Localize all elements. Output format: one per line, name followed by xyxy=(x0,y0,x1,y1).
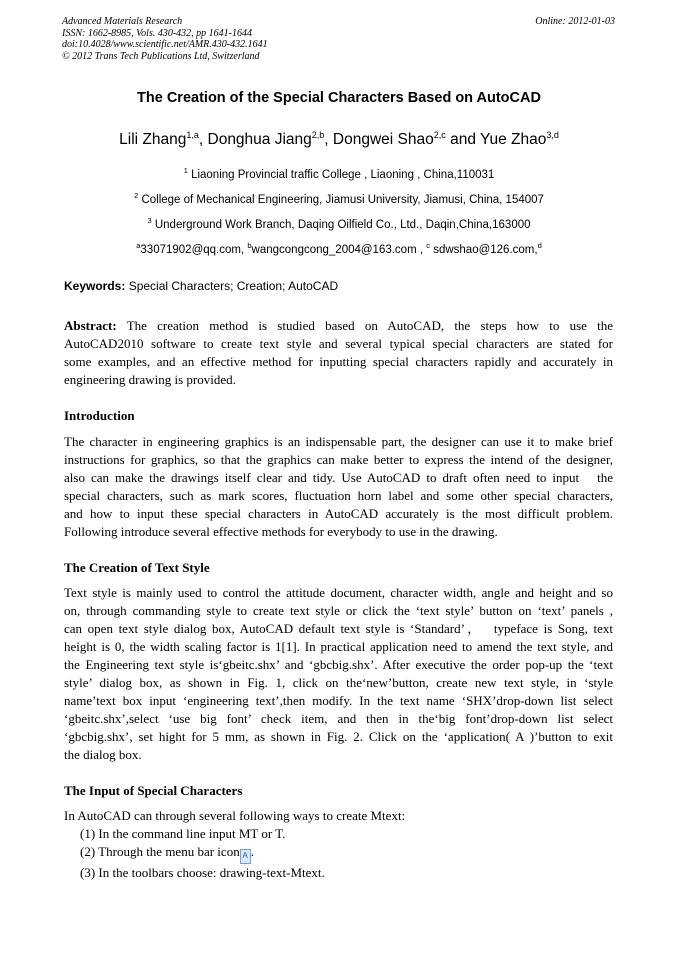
author-sup: 2,c xyxy=(433,130,446,140)
list-item xyxy=(80,843,600,864)
body-line: name’text box input ‘engineering text’,then modify. In the text name ‘SHX’drop-down list select xyxy=(64,693,613,708)
affiliation-text: College of Mechanical Engineering, Jiamusi University, Jiamusi, China, 154007 xyxy=(141,193,544,206)
copyright-line: © 2012 Trans Tech Publications Ltd, Switzerland xyxy=(62,50,260,62)
author-sup: 3,d xyxy=(546,130,559,140)
body-line: can open text style dialog box, AutoCAD default text style is ‘Standard’， typeface is Song, text xyxy=(64,621,613,636)
author-separator: , xyxy=(198,131,208,149)
online-date: Online: 2012-01-03 xyxy=(535,16,615,27)
keywords-text: Special Characters; Creation; AutoCAD xyxy=(128,279,339,293)
doi-line: doi:10.4028/www.scientific.net/AMR.430-432.1641 xyxy=(62,39,268,50)
author-name: Dongwei Shao xyxy=(332,131,434,149)
email-sup: a xyxy=(136,241,141,250)
abstract-text: The creation method is studied based on AutoCAD, the steps how to use the xyxy=(116,318,613,333)
abstract xyxy=(64,317,613,389)
affiliation-text: Liaoning Provincial traffic College , Liaoning , China,110031 xyxy=(191,168,495,181)
body-line: the Engineering text style is‘gbeitc.shx’ and ‘gbcbig.shx’. After executive the order pop-up the ‘text xyxy=(64,657,613,672)
email-address[interactable]: wangcongcong_2004@163.com , xyxy=(251,243,427,256)
abstract-line: engineering drawing is provided. xyxy=(64,372,236,387)
body-line: Text style is mainly used to control the attitude document, character width, angle and height and so xyxy=(64,585,613,600)
affiliation xyxy=(0,191,678,206)
author-name: Donghua Jiang xyxy=(207,131,312,149)
special-input-lead: In AutoCAD can through several following ways to create Mtext: xyxy=(64,808,406,823)
body-line: the dialog box. xyxy=(64,747,142,762)
email-sup: b xyxy=(247,241,252,250)
body-line: height is 0, the width scaling factor is 1[1]. In practical application need to amend the text style, and xyxy=(64,639,613,654)
list-item: (3) In the toolbars choose: drawing-text-Mtext. xyxy=(80,865,325,880)
list-item: (1) In the command line input MT or T. xyxy=(80,826,286,841)
body-line: on, through commanding style to create text style or click the ‘text style’ button on ‘text’ panels , xyxy=(64,603,613,618)
body-line: special characters, such as mark scores, fluctuation horn label and some other special characters, xyxy=(64,488,613,503)
email-address[interactable]: 33071902@qq.com, xyxy=(140,243,248,256)
paper-title: The Creation of the Special Characters Based on AutoCAD xyxy=(137,90,541,106)
abstract-line: some examples, and an effective method for inputting special characters rapidly and accurately in xyxy=(64,354,613,369)
affiliation-sup: 2 xyxy=(134,191,139,200)
email-line xyxy=(0,241,678,256)
list-item-tail: . xyxy=(250,844,254,859)
list-item-text: (2) Through the menu bar icon xyxy=(80,844,240,859)
email-sup: c xyxy=(426,241,430,250)
section-heading-introduction: Introduction xyxy=(64,408,135,423)
keywords xyxy=(64,279,614,293)
body-line: ‘gbcbig.shx’, set hight for 5 mm, as shown in Fig. 2. Click on the ‘application( A )’button to exit xyxy=(64,729,613,744)
author-separator: , xyxy=(324,131,333,149)
abstract-line xyxy=(64,317,613,335)
body-line: style’ dialog box, as shown in Fig. 1, click on the‘new’button, create new text style, in ‘style xyxy=(64,675,613,690)
section-heading-special-input: The Input of Special Characters xyxy=(64,783,243,798)
body-line: The character in engineering graphics is an indispensable part, the designer can use it to make brief xyxy=(64,434,613,449)
affiliation-text: Underground Work Branch, Daqing Oilfield Co., Ltd., Daqin,China,163000 xyxy=(154,218,531,231)
introduction-body xyxy=(64,433,613,541)
journal-name: Advanced Materials Research xyxy=(62,16,183,27)
author-and: and xyxy=(445,131,480,149)
journal-header xyxy=(62,16,615,62)
affiliation-sup: 1 xyxy=(183,166,188,175)
body-line: Following introduce several effective methods for everybody to use in the drawing. xyxy=(64,524,498,539)
method-list xyxy=(80,825,600,882)
mtext-icon: A xyxy=(240,849,251,864)
author-list xyxy=(0,130,678,149)
email-sup: d xyxy=(537,241,542,250)
body-line: and how to input these special characters in AutoCAD accurately is the most difficult problem. xyxy=(64,506,613,521)
author-name: Lili Zhang xyxy=(119,131,187,149)
author-sup: 1,a xyxy=(186,130,199,140)
body-line: ‘gbeitc.shx’,select ‘use big font’ check item, and then in the‘big font’drop-down list select xyxy=(64,711,613,726)
affiliation xyxy=(0,216,678,231)
author-sup: 2,b xyxy=(311,130,325,140)
text-style-body xyxy=(64,584,613,764)
abstract-line: AutoCAD2010 software to create text style and several typical special characters are stated for xyxy=(64,336,613,351)
affiliation-sup: 3 xyxy=(147,216,152,225)
email-address[interactable]: sdwshao@126.com, xyxy=(433,243,538,256)
body-line: instructions for graphics, so that the graphics can make better to express the intend of the designer, xyxy=(64,452,613,467)
section-heading-text-style: The Creation of Text Style xyxy=(64,560,210,575)
author-name: Yue Zhao xyxy=(479,131,547,149)
keywords-label: Keywords: xyxy=(64,279,126,293)
body-line: also can make the drawings itself clear and tidy. Use AutoCAD to draft often need to input the xyxy=(64,470,613,485)
affiliation xyxy=(0,166,678,181)
abstract-label: Abstract: xyxy=(64,318,117,333)
issn-line: ISSN: 1662-8985, Vols. 430-432, pp 1641-1644 xyxy=(62,27,252,39)
